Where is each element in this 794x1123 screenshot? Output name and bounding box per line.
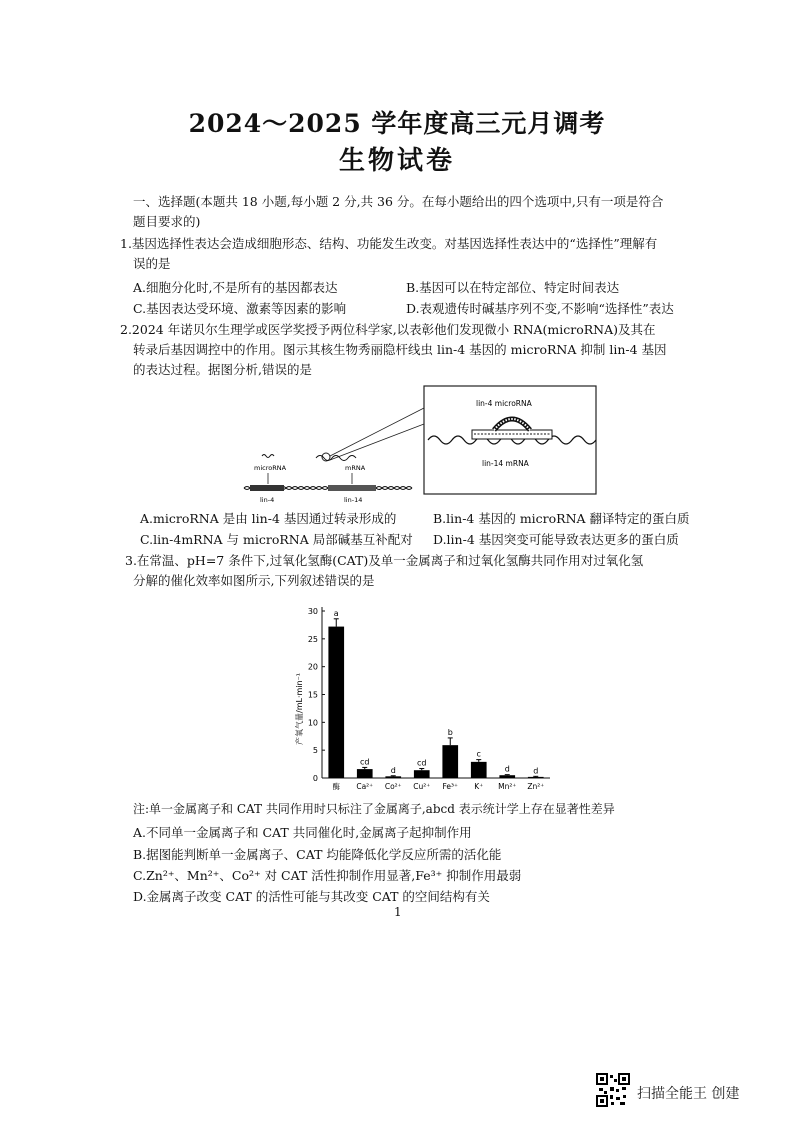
y-tick-label: 5 (312, 746, 318, 756)
q1-option-a: A.细胞分化时,不是所有的基因都表达 (133, 280, 338, 295)
label-mrna: mRNA (345, 464, 366, 472)
q2-option-d: D.lin-4 基因突变可能导致表达更多的蛋白质 (433, 532, 679, 547)
x-tick-label: Fe³⁺ (442, 782, 458, 791)
q1-option-b: B.基因可以在特定部位、特定时间表达 (406, 280, 620, 295)
y-tick-label: 25 (307, 634, 318, 644)
bar (442, 745, 458, 778)
y-tick-label: 0 (312, 774, 318, 783)
significance-label: b (447, 727, 453, 737)
label-microrna: microRNA (254, 464, 287, 472)
q2-stem: 2.2024 年诺贝尔生理学或医学奖授予两位科学家,以表彰他们发现微小 RNA(microRNA)及其在 (120, 322, 656, 337)
q3-stem-cont: 分解的催化效率如图所示,下列叙述错误的是 (133, 573, 375, 588)
x-tick-label: 酶 (332, 782, 340, 791)
bar (357, 769, 373, 778)
q2-option-a: A.microRNA 是由 lin-4 基因通过转录形成的 (140, 511, 397, 526)
y-axis-label: 产氧气量/mL·min⁻¹ (295, 672, 304, 745)
significance-label: d (504, 764, 510, 774)
zoom-line-bottom (330, 424, 424, 460)
bar (499, 775, 515, 778)
y-tick-label: 15 (307, 690, 318, 700)
q3-note: 注:单一金属离子和 CAT 共同作用时只标注了金属离子,abcd 表示统计学上存在显著性差异 (133, 802, 615, 816)
q1-stem-cont: 误的是 (133, 256, 171, 271)
zoom-line-top (330, 408, 424, 456)
x-tick-label: K⁺ (474, 782, 484, 791)
page-number: 1 (394, 905, 402, 919)
exam-subtitle: 生物试卷 (338, 146, 455, 176)
y-tick-label: 30 (307, 607, 318, 616)
small-microrna (262, 455, 274, 458)
q2-stem-cont2: 的表达过程。据图分析,错误的是 (133, 362, 312, 377)
q3-option-a: A.不同单一金属离子和 CAT 共同催化时,金属离子起抑制作用 (133, 825, 472, 840)
significance-label: c (476, 749, 481, 759)
significance-label: cd (417, 758, 427, 768)
x-tick-label: Zn²⁺ (527, 782, 545, 791)
x-tick-label: Co²⁺ (384, 782, 402, 791)
catalysis-bar-chart (280, 595, 560, 795)
q3-option-d: D.金属离子改变 CAT 的活性可能与其改变 CAT 的空间结构有关 (133, 889, 490, 904)
qr-code-icon (596, 1073, 630, 1107)
inset-label-mrna: lin-14 mRNA (482, 459, 529, 468)
x-tick-label: Ca²⁺ (356, 782, 374, 791)
significance-label: d (533, 766, 539, 776)
significance-label: a (333, 608, 339, 618)
q1-option-c: C.基因表达受环境、激素等因素的影响 (133, 301, 347, 316)
q2-option-b: B.lin-4 基因的 microRNA 翻译特定的蛋白质 (433, 511, 690, 526)
bar (471, 762, 487, 778)
gene-lin4 (250, 485, 284, 491)
q1-stem: 1.基因选择性表达会造成细胞形态、结构、功能发生改变。对基因选择性表达中的“选择性”理解有 (120, 236, 658, 251)
q2-stem-cont: 转录后基因调控中的作用。图示其核生物秀丽隐杆线虫 lin-4 基因的 microRNA 抑制 lin-4 基因 (133, 342, 667, 357)
gene-lin14 (328, 485, 376, 491)
exam-title: 2024～2025 学年度高三元月调考 (188, 109, 606, 138)
x-tick-label: Cu²⁺ (413, 782, 431, 791)
inset-label-microrna: lin-4 microRNA (476, 399, 532, 408)
paired-region (472, 430, 552, 439)
y-tick-label: 10 (307, 718, 318, 728)
bar (328, 627, 344, 778)
significance-label: cd (360, 757, 370, 767)
bar (414, 770, 430, 778)
q3-option-b: B.据图能判断单一金属离子、CAT 均能降低化学反应所需的活化能 (133, 847, 502, 862)
microrna-loop (494, 419, 530, 430)
section-header-cont: 题目要求的) (133, 214, 201, 229)
label-lin4: lin-4 (260, 496, 275, 504)
bar (528, 777, 544, 778)
significance-label: d (390, 765, 396, 775)
x-tick-label: Mn²⁺ (498, 782, 517, 791)
microrna-diagram (240, 380, 600, 506)
label-lin14: lin-14 (344, 496, 363, 504)
q3-option-c: C.Zn²⁺、Mn²⁺、Co²⁺ 对 CAT 活性抑制作用显著,Fe³⁺ 抑制作用最弱 (133, 868, 522, 883)
y-tick-label: 20 (307, 662, 318, 672)
footer-watermark: 扫描全能王 创建 (637, 1086, 740, 1102)
bar (385, 776, 401, 778)
q1-option-d: D.表观遗传时碱基序列不变,不影响“选择性”表达 (406, 301, 674, 316)
section-header: 一、选择题(本题共 18 小题,每小题 2 分,共 36 分。在每小题给出的四个选项中,只有一项是符合 (133, 194, 664, 209)
q2-option-c: C.lin-4mRNA 与 microRNA 局部碱基互补配对 (140, 532, 413, 547)
q3-stem: 3.在常温、pH=7 条件下,过氧化氢酶(CAT)及单一金属离子和过氧化氢酶共同作用对过氧化氢 (125, 553, 644, 568)
